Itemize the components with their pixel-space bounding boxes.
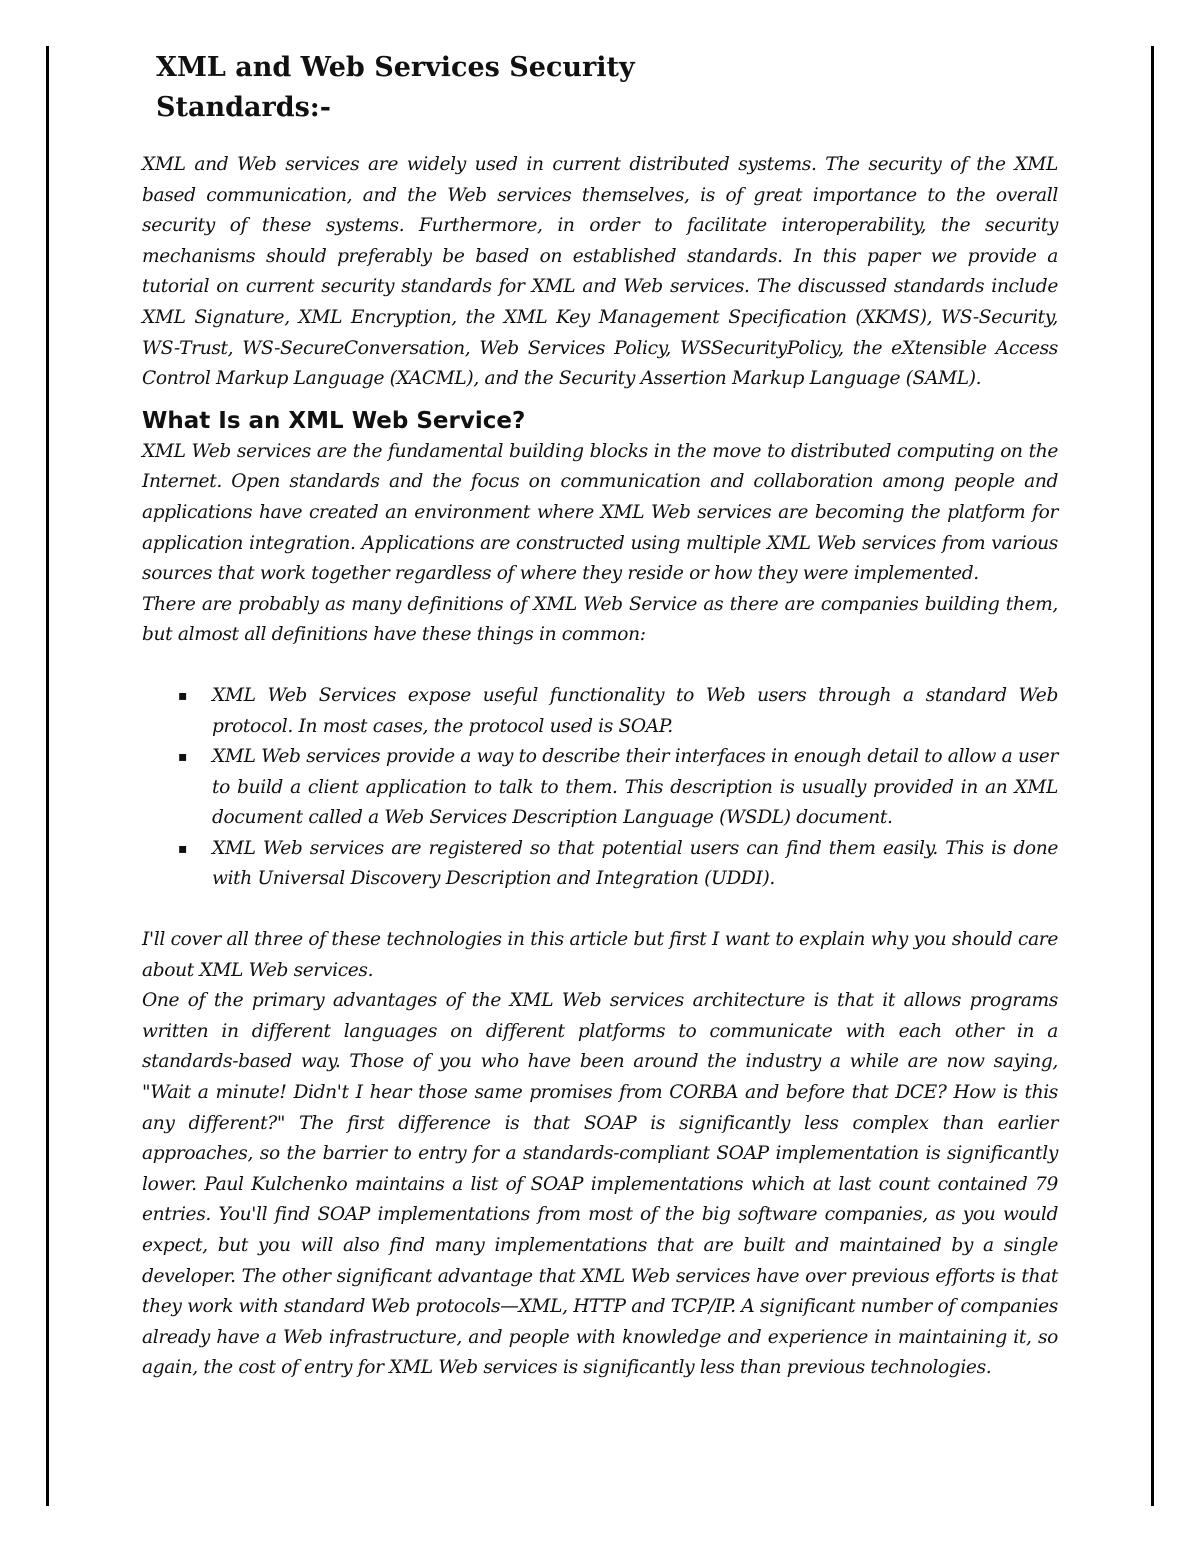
section-paragraph-1: XML Web services are the fundamental building blocks in the move to distributed computing on the Internet. Open standards and the focus on communication and collaboration among people and applications have created an environment where XML Web services are becoming the platform for application integration. Applications are constructed using multiple XML Web services from various sources that work together regardless of where they reside or how they were implemented. xyxy=(142,440,1058,585)
bullet-list xyxy=(142,681,1058,895)
page-border-right xyxy=(1151,46,1154,1506)
intro-paragraph: XML and Web services are widely used in current distributed systems. The security of the XML based communication, and the Web services themselves, is of great importance to the overall security of these systems. Furthermore, in order to facilitate interoperability, the security mechanisms should preferably be based on established standards. In this paper we provide a tutorial on current security standards for XML and Web services. The discussed standards include XML Signature, XML Encryption, the XML Key Management Specification (XKMS), WS-Security, WS-Trust, WS-SecureConversation, Web Services Policy, WSSecurityPolicy, the eXtensible Access Control Markup Language (XACML), and the Security Assertion Markup Language (SAML). xyxy=(142,154,1058,390)
bullet-icon: ▪ xyxy=(178,687,188,704)
list-item xyxy=(142,742,1058,834)
document-body xyxy=(142,48,1058,1384)
section-heading: What Is an XML Web Service? xyxy=(142,407,526,434)
closing-paragraph-1: I'll cover all three of these technologies in this article but first I want to explain why you should care about XML Web services. xyxy=(142,929,1058,981)
section-paragraph-2: There are probably as many definitions of XML Web Service as there are companies building them, but almost all definitions have these things in common: xyxy=(142,593,1058,646)
list-item xyxy=(142,681,1058,742)
list-item-text: XML Web services provide a way to describe their interfaces in enough detail to allow a user to build a client application to talk to them. This description is usually provided in an XML document called a Web Services Description Language (WSDL) document. xyxy=(212,746,1058,829)
document-title: XML and Web Services Security Standards:- xyxy=(156,52,635,123)
bullet-icon: ▪ xyxy=(178,840,188,857)
closing-paragraph-2: One of the primary advantages of the XML Web services architecture is that it allows programs written in different languages on different platforms to communicate with each other in a standards-based way. Those of you who have been around the industry a while are now saying, "Wait a minute! Didn't I hear those same promises from CORBA and before that DCE? How is this any different?" The first difference is that SOAP is significantly less complex than earlier approaches, so the barrier to entry for a standards-compliant SOAP implementation is significantly lower. Paul Kulchenko maintains a list of SOAP implementations which at last count contained 79 entries. You'll find SOAP implementations from most of the big software companies, as you would expect, but you will also find many implementations that are built and maintained by a single developer. The other significant advantage that XML Web services have over previous efforts is that they work with standard Web protocols—XML, HTTP and TCP/IP. A significant number of companies already have a Web infrastructure, and people with knowledge and experience in maintaining it, so again, the cost of entry for XML Web services is significantly less than previous technologies. xyxy=(142,990,1058,1379)
list-item-text: XML Web services are registered so that potential users can find them easily. This is done with Universal Discovery Description and Integration (UDDI). xyxy=(212,837,1058,890)
list-item-text: XML Web Services expose useful functionality to Web users through a standard Web protocol. In most cases, the protocol used is SOAP. xyxy=(212,684,1058,737)
page-border-left xyxy=(46,46,49,1506)
list-item xyxy=(142,834,1058,895)
bullet-icon: ▪ xyxy=(178,749,188,766)
